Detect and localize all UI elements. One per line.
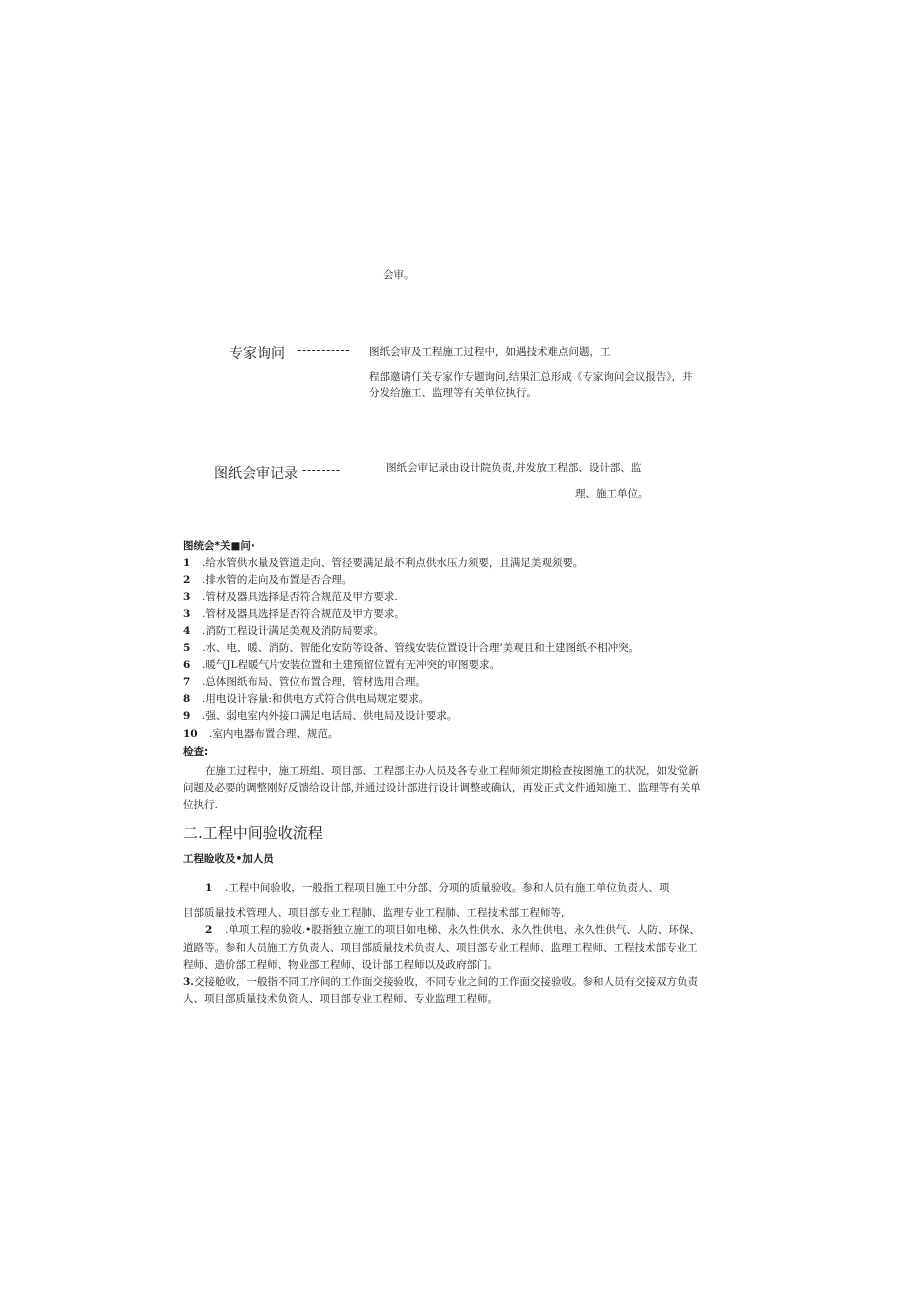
- paragraph-3-line-2: 人、项目部质量技术负资人、项目部专业工程师、专业监理工程师。: [183, 993, 498, 1005]
- list-item: 3 .管材及器具选择是否符合规范及甲方要求。: [183, 608, 405, 620]
- list-item: 4 .消防工程设计满足美观及消防局要求。: [183, 625, 384, 637]
- check-line-1: 在施工过程中，施工班组、项目部、工程部主办人员及各专业工程师须定期检查按图施工的状况，如发觉新: [205, 765, 699, 777]
- record-line-2: 理、施工单位。: [575, 488, 649, 500]
- paragraph-3-line-1: 3.交接舱收，一般指不同工序间的工作面交接验收，不同专业之间的工作面交接验收。参和人员有交接双方负责: [183, 976, 698, 988]
- paragraph-1-line-1: 1 .工程中间验收，一般指工程项目施工中分部、分项的质量验收。参和人员有施工单位负责人、项: [205, 882, 670, 894]
- section-subheading: 工程睑收及•加人员: [183, 853, 274, 865]
- expert-line-3: 分发给施工、监理等有关单位执行。: [369, 387, 537, 399]
- paragraph-2-line-3: 程师、造价部工程师、物业部工程师、设计部工程师以及政府部门。: [183, 959, 498, 971]
- list-item: 2 .排水管的走向及布置是否合理。: [183, 574, 353, 586]
- check-line-2: 问题及必要的调整刚好反馈给设计部,并通过设计部进行设计调整或确认，再发正式文件通知施工、监理等有关单: [183, 782, 701, 794]
- list-item: 8 .用电设计容量:和供电方式符合供电局规定要求。: [183, 693, 430, 705]
- expert-label: 专家询问: [229, 346, 285, 362]
- list-item: 10 .室内电器布置合理、规范。: [183, 728, 339, 740]
- record-label: 图纸会审记录: [214, 466, 298, 482]
- section-heading: 二.工程中间验收流程: [183, 824, 323, 842]
- paragraph-2-line-2: 道路等。参和人员施工方负责人、项目部质量技术负责人、项目部专业工程师、监理工程师、工程技术部专业工: [183, 942, 698, 954]
- list-item: 9 .强、弱电室内外接口满足电话局、供电局及设计要求。: [183, 710, 458, 722]
- checklist-title: 图统会*关■问·: [183, 540, 255, 552]
- check-line-3: 位执行.: [183, 799, 218, 811]
- list-item: 3 .管材及器具选择是否符合规范及甲方要求.: [183, 591, 398, 603]
- list-item: 6 .暖气JL程暖气片安装位置和土建预留位置有无冲突的审图要求。: [183, 659, 501, 671]
- check-label: 检查:: [183, 746, 209, 758]
- expert-dashes: -----------: [297, 343, 351, 357]
- paragraph-1-line-2: 目部质量技术管理人、项目部专业工程肺、监理专业工程肺、工程技术部工程师等,: [183, 907, 565, 919]
- list-item: 1 .给水管供水量及管道走向、管径要满足最不利点供水压力须要，且满足美观须要。: [183, 557, 584, 569]
- top-caption: 会审。: [383, 269, 415, 281]
- list-item: 7 .总体图纸布局、管位布置合理，管材选用合理。: [183, 676, 426, 688]
- paragraph-2-line-1: 2 .单项工程的验收.•股指独立施工的项目如电梯、永久性供水、永久性供电、永久性供气、人防、环保、: [205, 924, 700, 936]
- record-dashes: --------: [302, 463, 341, 477]
- expert-line-1: 图纸会审及工程施工过程中，如遇技术难点问题，工: [369, 346, 611, 358]
- expert-line-2: 程部邀请仃关专家作专题询问,结果汇总形成《专家询问会议报告》，并: [369, 371, 693, 383]
- list-item: 5 .水、电、暖、消防、智能化安防等设备、管线安装位置设计合理’美观且和土建图纸不相冲突。: [183, 642, 640, 654]
- record-line-1: 图纸会审记录由设计院负责,并发放工程部、设计部、监: [386, 462, 642, 474]
